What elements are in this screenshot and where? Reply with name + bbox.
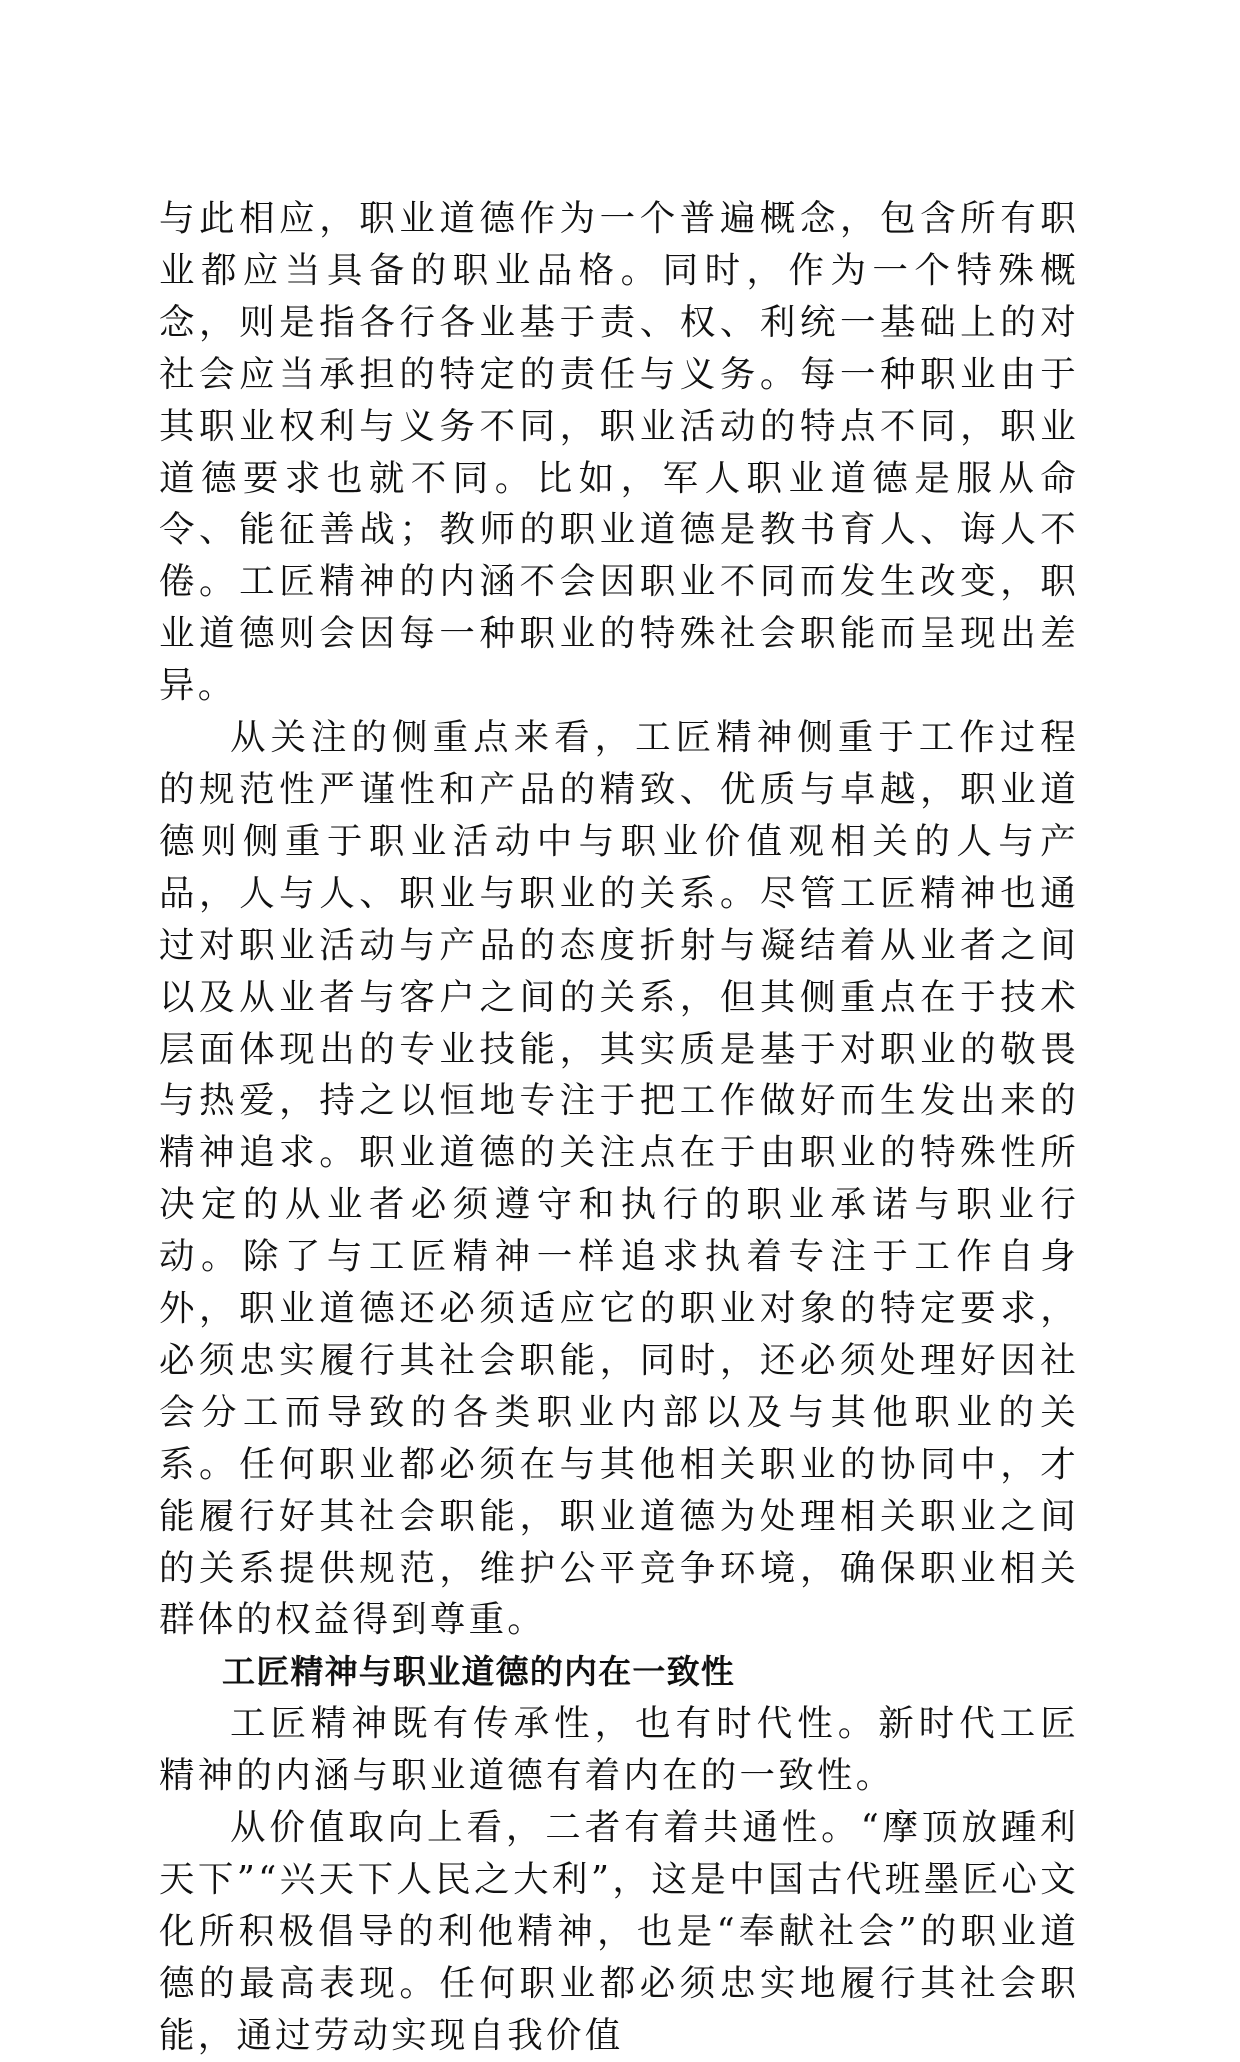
paragraph-focus-comparison: 从关注的侧重点来看，工匠精神侧重于工作过程的规范性严谨性和产品的精致、优质与卓越，职业道德则侧重于职业活动中与职业价值观相关的人与产品，人与人、职业与职业的关系。尽管工匠精神也通过对职业活动与产品的态度折射与凝结着从业者之间以及从业者与客户之间的关系，但其侧重点在于技术层面体现出的专业技能，其实质是基于对职业的敬畏与热爱，持之以恒地专注于把工作做好而生发出来的精神追求。职业道德的关注点在于由职业的特殊性所决定的从业者必须遵守和执行的职业承诺与职业行动。除了与工匠精神一样追求执着专注于工作自身外，职业道德还必须适应它的职业对象的特定要求，必须忠实履行其社会职能，同时，还必须处理好因社会分工而导致的各类职业内部以及与其他职业的关系。任何职业都必须在与其他相关职业的协同中，才能履行好其社会职能，职业道德为处理相关职业之间的关系提供规范，维护公平竞争环境，确保职业相关群体的权益得到尊重。 xyxy=(159,717,1079,1641)
paragraph-continued: 与此相应，职业道德作为一个普遍概念，包含所有职业都应当具备的职业品格。同时，作为一个特殊概念，则是指各行各业基于责、权、利统一基础上的对社会应当承担的特定的责任与义务。每一种职业由于其职业权利与义务不同，职业活动的特点不同，职业道德要求也就不同。比如，军人职业道德是服从命令、能征善战；教师的职业道德是教书育人、诲人不倦。工匠精神的内涵不会因职业不同而发生改变，职业道德则会因每一种职业的特殊社会职能而呈现出差异。 xyxy=(159,198,1079,707)
article-body xyxy=(159,193,1079,2062)
paragraph-section-intro: 工匠精神既有传承性，也有时代性。新时代工匠精神的内涵与职业道德有着内在的一致性。 xyxy=(159,1703,1079,1797)
section-heading: 工匠精神与职业道德的内在一致性 xyxy=(222,1652,735,1692)
paragraph-value-orientation: 从价值取向上看，二者有着共通性。“摩顶放踵利天下”“兴天下人民之大利”，这是中国古代班墨匠心文化所积极倡导的利他精神，也是“奉献社会”的职业道德的最高表现。任何职业都必须忠实地履行其社会职能，通过劳动实现自我价值 xyxy=(159,1807,1079,2056)
